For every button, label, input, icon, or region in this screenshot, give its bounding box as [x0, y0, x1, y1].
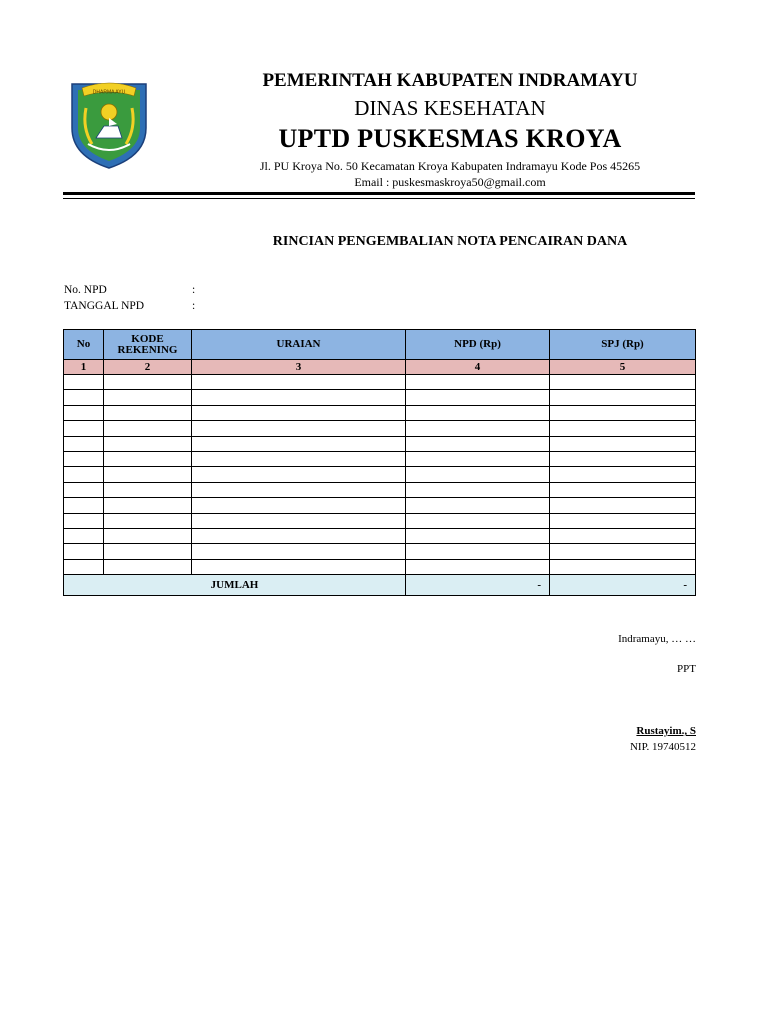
table-cell: [64, 451, 104, 466]
header-rule-thin: [63, 198, 695, 199]
column-header-spj: SPJ (Rp): [550, 330, 696, 360]
table-body: [64, 360, 696, 575]
table-cell: [104, 375, 192, 390]
table-cell: [550, 421, 696, 436]
table-cell: [192, 467, 406, 482]
table-cell: [406, 498, 550, 513]
table-row: [64, 390, 696, 405]
column-header-kode-rekening: [104, 330, 192, 360]
table-cell: [406, 528, 550, 543]
header-puskesmas: UPTD PUSKESMAS KROYA: [278, 124, 622, 153]
table-cell: [550, 482, 696, 497]
meta-npd-number: [64, 284, 195, 296]
table-cell: [64, 390, 104, 405]
table-cell: [64, 528, 104, 543]
total-label: JUMLAH: [64, 575, 406, 596]
table-cell: [406, 436, 550, 451]
signature-nip: NIP. 19740512: [629, 741, 696, 753]
column-number-row: [64, 360, 696, 375]
table-row: [64, 375, 696, 390]
table-cell: [550, 528, 696, 543]
table-cell: [104, 467, 192, 482]
table-cell: [104, 436, 192, 451]
kode-rekening-label: KODE REKENING: [117, 332, 178, 356]
table-cell: [550, 544, 696, 559]
column-number: 5: [550, 360, 696, 375]
table-row: [64, 421, 696, 436]
header-government: PEMERINTAH KABUPATEN INDRAMAYU: [262, 70, 638, 91]
table-cell: [192, 451, 406, 466]
header-address: Jl. PU Kroya No. 50 Kecamatan Kroya Kabupaten Indramayu Kode Pos 45265: [259, 159, 641, 173]
header-rule-thick: [63, 192, 695, 195]
table-cell: [192, 544, 406, 559]
table-cell: [104, 421, 192, 436]
table-cell: [104, 390, 192, 405]
table-cell: [192, 559, 406, 574]
table-row: [64, 544, 696, 559]
table-cell: [550, 513, 696, 528]
table-cell: [104, 513, 192, 528]
signature-role: PPT: [677, 663, 696, 675]
signature-name: Rustayim., S: [636, 725, 696, 737]
table-cell: [550, 467, 696, 482]
table-cell: [406, 405, 550, 420]
table-cell: [406, 375, 550, 390]
table-cell: [64, 482, 104, 497]
total-npd-value: -: [406, 575, 550, 596]
table-cell: [64, 375, 104, 390]
table-cell: [406, 390, 550, 405]
table-cell: [550, 390, 696, 405]
table-cell: [104, 544, 192, 559]
header-email: Email : puskesmaskroya50@gmail.com: [354, 175, 546, 189]
table-cell: [406, 544, 550, 559]
total-spj-value: -: [550, 575, 696, 596]
header-department: DINAS KESEHATAN: [354, 96, 546, 120]
table-cell: [64, 544, 104, 559]
table-cell: [64, 436, 104, 451]
signature-place-date: Indramayu, … …: [618, 633, 696, 645]
table-cell: [192, 390, 406, 405]
column-number: 1: [64, 360, 104, 375]
table-cell: [550, 405, 696, 420]
table-cell: [192, 498, 406, 513]
column-header-no: No: [64, 330, 104, 360]
table-cell: [64, 421, 104, 436]
total-row: [64, 575, 696, 596]
table-row: [64, 559, 696, 574]
column-header-uraian: URAIAN: [192, 330, 406, 360]
table-cell: [550, 436, 696, 451]
table-cell: [64, 513, 104, 528]
table-cell: [406, 513, 550, 528]
column-number: 3: [192, 360, 406, 375]
meta-label: TANGGAL NPD: [64, 300, 145, 312]
table-cell: [192, 421, 406, 436]
table-cell: [104, 405, 192, 420]
table-cell: [550, 498, 696, 513]
document-title: RINCIAN PENGEMBALIAN NOTA PENCAIRAN DANA: [272, 234, 628, 249]
table-cell: [192, 375, 406, 390]
table-cell: [104, 559, 192, 574]
table-cell: [550, 375, 696, 390]
table-cell: [192, 482, 406, 497]
table-cell: [104, 528, 192, 543]
npd-detail-table: [63, 329, 696, 596]
district-emblem-logo: [68, 78, 150, 170]
table-cell: [104, 498, 192, 513]
meta-separator: :: [192, 284, 196, 296]
table-cell: [192, 436, 406, 451]
table-row: [64, 436, 696, 451]
table-cell: [550, 559, 696, 574]
meta-npd-date: [64, 300, 195, 312]
table-row: [64, 451, 696, 466]
table-cell: [406, 421, 550, 436]
column-number: 2: [104, 360, 192, 375]
table-cell: [406, 559, 550, 574]
table-row: [64, 513, 696, 528]
meta-label: No. NPD: [64, 284, 107, 296]
logo-banner-text: DHARMA AYU: [92, 89, 126, 96]
table-cell: [406, 482, 550, 497]
table-row: [64, 467, 696, 482]
table-cell: [406, 467, 550, 482]
table-row: [64, 528, 696, 543]
table-cell: [64, 498, 104, 513]
table-cell: [64, 405, 104, 420]
table-row: [64, 482, 696, 497]
table-cell: [104, 482, 192, 497]
table-row: [64, 405, 696, 420]
column-header-npd: NPD (Rp): [406, 330, 550, 360]
table-cell: [64, 467, 104, 482]
table-cell: [550, 451, 696, 466]
table-cell: [104, 451, 192, 466]
table-cell: [64, 559, 104, 574]
table-row: [64, 498, 696, 513]
table-cell: [406, 451, 550, 466]
table-cell: [192, 513, 406, 528]
table-cell: [192, 528, 406, 543]
column-number: 4: [406, 360, 550, 375]
table-cell: [192, 405, 406, 420]
meta-separator: :: [192, 300, 196, 312]
